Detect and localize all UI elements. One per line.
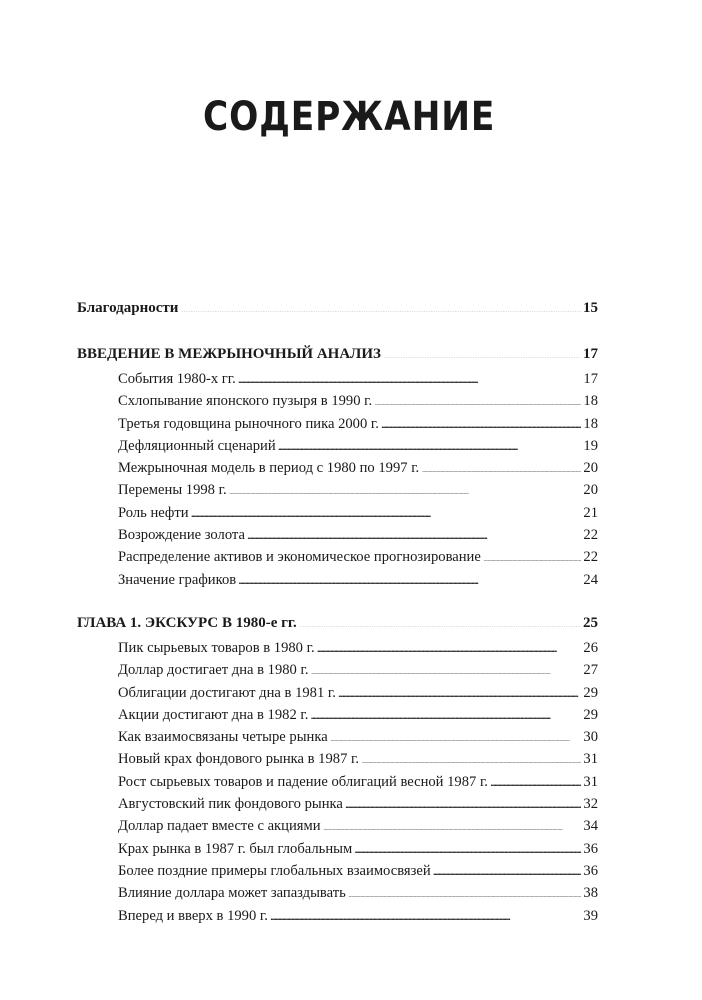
toc-entry-label: ВВЕДЕНИЕ В МЕЖРЫНОЧНЫЙ АНАЛИЗ bbox=[77, 346, 381, 362]
toc-entry-page: 20 bbox=[583, 482, 598, 499]
toc-subentry[interactable] bbox=[77, 659, 598, 681]
toc-subentry[interactable] bbox=[77, 502, 598, 524]
toc-entry-page: 22 bbox=[583, 527, 598, 544]
toc-subentry[interactable] bbox=[77, 435, 598, 457]
toc-entry-page: 29 bbox=[583, 684, 598, 701]
toc-subentry[interactable] bbox=[77, 457, 598, 479]
toc-subentry[interactable] bbox=[77, 726, 598, 748]
dot-leader bbox=[374, 391, 581, 406]
dot-leader bbox=[180, 297, 581, 312]
toc-entry-label: Акции достигают дна в 1982 г. bbox=[118, 706, 309, 723]
toc-entry-label: Облигации достигают дна в 1981 г. bbox=[118, 684, 336, 701]
toc-entry-page: 31 bbox=[583, 773, 598, 790]
dot-leader bbox=[383, 343, 581, 358]
toc-entry-label: Значение графиков bbox=[118, 571, 237, 588]
toc-entry-label: Третья годовщина рыночного пика 2000 г. bbox=[118, 415, 379, 432]
toc-section-chapter-1 bbox=[77, 609, 598, 927]
dot-leader bbox=[238, 569, 581, 584]
toc-entry-label: ГЛАВА 1. ЭКСКУРС В 1980-е гг. bbox=[77, 614, 297, 631]
toc-subentry[interactable] bbox=[77, 704, 598, 726]
toc-section-acknowledgements bbox=[77, 294, 598, 322]
dot-leader bbox=[361, 749, 581, 764]
toc-entry-page: 24 bbox=[583, 571, 598, 588]
toc-subentry[interactable] bbox=[77, 748, 598, 770]
toc-entry-introduction[interactable] bbox=[77, 340, 598, 368]
toc-entry-label: События 1980-х гг. bbox=[118, 371, 236, 387]
toc-subentry[interactable] bbox=[77, 793, 598, 815]
toc-subentry[interactable] bbox=[77, 368, 598, 390]
toc-entry-label: Новый крах фондового рынка в 1987 г. bbox=[118, 751, 360, 768]
dot-leader bbox=[345, 793, 582, 808]
dot-leader bbox=[229, 480, 582, 495]
toc-subentry[interactable] bbox=[77, 860, 598, 882]
toc-entry-page: 39 bbox=[583, 907, 598, 924]
dot-leader bbox=[323, 816, 582, 831]
toc-entry-label: Схлопывание японского пузыря в 1990 г. bbox=[118, 393, 373, 410]
toc-subentry[interactable] bbox=[77, 815, 598, 837]
toc-entry-label: Перемены 1998 г. bbox=[118, 482, 227, 499]
page-title: СОДЕРЖАНИЕ bbox=[203, 94, 496, 140]
dot-leader bbox=[310, 704, 581, 719]
toc-subentry[interactable] bbox=[77, 390, 598, 412]
toc-entry-label: Дефляционный сценарий bbox=[118, 437, 276, 454]
toc-entry-page: 25 bbox=[583, 614, 598, 631]
toc-entry-label: Пик сырьевых товаров в 1980 г. bbox=[118, 639, 315, 656]
dot-leader bbox=[299, 612, 581, 627]
toc-entry-page: 36 bbox=[583, 862, 598, 879]
toc-entry-label: Августовский пик фондового рынка bbox=[118, 796, 343, 813]
toc-entry-label: Влияние доллара может запаздывать bbox=[118, 885, 346, 902]
dot-leader bbox=[238, 368, 582, 383]
toc-entry-label: Вперед и вверх в 1990 г. bbox=[118, 907, 268, 924]
toc-entry-page: 26 bbox=[583, 639, 598, 656]
dot-leader bbox=[483, 547, 582, 562]
toc-entry-chapter-1[interactable] bbox=[77, 609, 598, 637]
toc-subentry[interactable] bbox=[77, 546, 598, 568]
toc-entry-page: 32 bbox=[583, 796, 598, 813]
toc-entry-label: Благодарности bbox=[77, 300, 179, 316]
toc-subentry[interactable] bbox=[77, 413, 598, 435]
dot-leader bbox=[330, 727, 582, 742]
toc-entry-label: Роль нефти bbox=[118, 504, 189, 521]
dot-leader bbox=[348, 883, 582, 898]
toc-entry-label: Как взаимосвязаны четыре рынка bbox=[118, 729, 328, 746]
dot-leader bbox=[278, 435, 582, 450]
toc-section-introduction bbox=[77, 340, 598, 591]
toc-entry-page: 31 bbox=[583, 751, 598, 768]
toc-subentry[interactable] bbox=[77, 771, 598, 793]
toc-entry-page: 22 bbox=[583, 549, 598, 566]
toc-subentry[interactable] bbox=[77, 637, 598, 659]
toc-subentry[interactable] bbox=[77, 882, 598, 904]
toc-entry-page: 29 bbox=[583, 706, 598, 723]
dot-leader bbox=[421, 458, 581, 473]
toc-entry-page: 15 bbox=[583, 300, 598, 316]
toc-subentry[interactable] bbox=[77, 682, 598, 704]
toc-entry-page: 19 bbox=[583, 437, 598, 454]
dot-leader bbox=[311, 660, 582, 675]
dot-leader bbox=[381, 413, 582, 428]
toc-entry-page: 36 bbox=[583, 840, 598, 857]
toc-subentry[interactable] bbox=[77, 479, 598, 501]
toc-entry-label: Рост сырьевых товаров и падение облигаций весной 1987 г. bbox=[118, 773, 488, 790]
toc-entry-page: 34 bbox=[583, 818, 598, 835]
toc-entry-acknowledgements[interactable] bbox=[77, 294, 598, 322]
toc-entry-page: 27 bbox=[583, 662, 598, 679]
toc-entry-label: Межрыночная модель в период с 1980 по 1997 г. bbox=[118, 460, 420, 477]
dot-leader bbox=[247, 524, 581, 539]
table-of-contents bbox=[77, 294, 598, 927]
toc-entry-page: 38 bbox=[583, 885, 598, 902]
toc-entry-page: 18 bbox=[583, 415, 598, 432]
toc-subentry[interactable] bbox=[77, 905, 598, 927]
toc-entry-label: Более поздние примеры глобальных взаимосвязей bbox=[118, 862, 431, 879]
toc-entry-page: 17 bbox=[583, 371, 598, 387]
dot-leader bbox=[317, 637, 582, 652]
toc-entry-page: 21 bbox=[583, 504, 598, 521]
toc-entry-page: 18 bbox=[583, 393, 598, 410]
toc-entry-page: 17 bbox=[583, 346, 598, 362]
toc-subentry[interactable] bbox=[77, 838, 598, 860]
toc-entry-label: Доллар падает вместе с акциями bbox=[118, 818, 321, 835]
toc-entry-page: 30 bbox=[583, 729, 598, 746]
toc-entry-label: Доллар достигает дна в 1980 г. bbox=[118, 662, 309, 679]
toc-subentry[interactable] bbox=[77, 569, 598, 591]
dot-leader bbox=[354, 838, 581, 853]
dot-leader bbox=[433, 860, 582, 875]
dot-leader bbox=[191, 502, 582, 517]
dot-leader bbox=[270, 905, 581, 920]
dot-leader bbox=[338, 682, 581, 697]
dot-leader bbox=[490, 771, 581, 786]
toc-entry-label: Возрождение золота bbox=[118, 527, 245, 544]
toc-entry-label: Распределение активов и экономическое прогнозирование bbox=[118, 549, 481, 566]
toc-entry-label: Крах рынка в 1987 г. был глобальным bbox=[118, 840, 353, 857]
toc-entry-page: 20 bbox=[583, 460, 598, 477]
toc-subentry[interactable] bbox=[77, 524, 598, 546]
